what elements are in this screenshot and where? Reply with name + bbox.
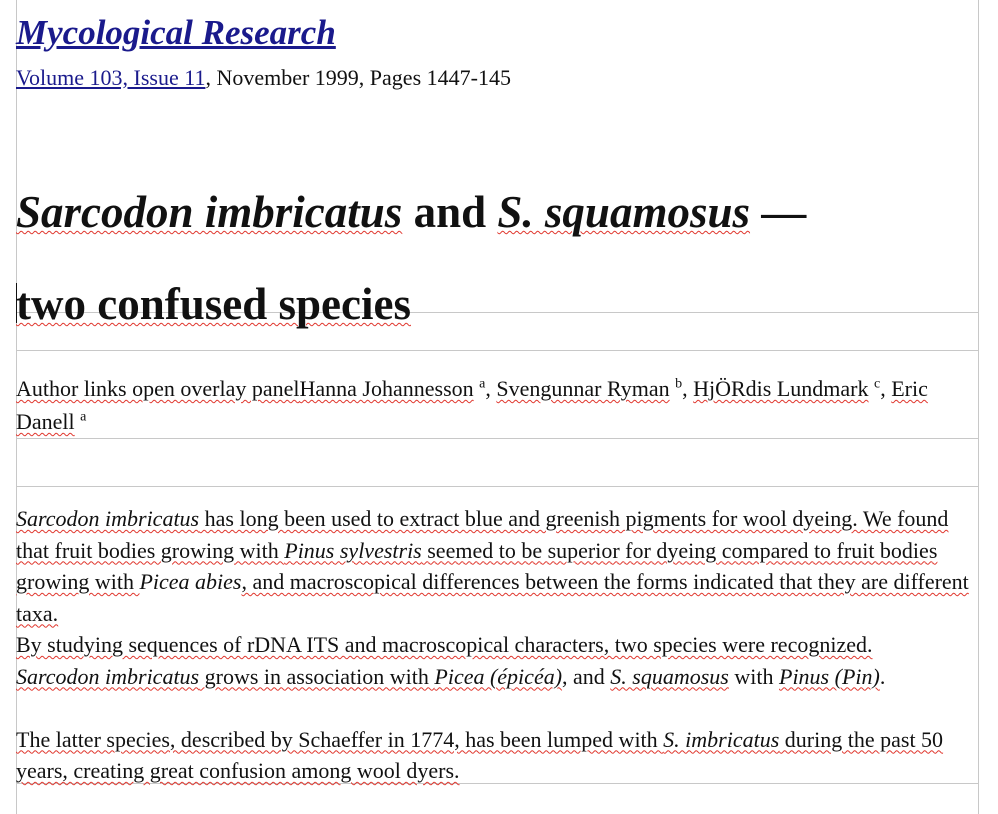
abstract-text: , and macroscopical differences between the forms indicated that they are different taxa. bbox=[16, 569, 969, 626]
title-line-1 bbox=[16, 166, 978, 258]
abstract-text: grows in association with bbox=[199, 663, 435, 689]
species-name: Pinus (Pin) bbox=[779, 663, 880, 689]
volume-issue-link[interactable]: Volume 103, Issue 11 bbox=[16, 65, 206, 90]
abstract-text: , and bbox=[562, 663, 611, 689]
author-separator: , bbox=[682, 376, 694, 401]
author-name[interactable]: Svengunnar Ryman bbox=[496, 376, 670, 401]
abstract bbox=[16, 503, 978, 787]
author-name[interactable]: HjÖRdis Lundmark bbox=[693, 376, 869, 401]
species-name: Sarcodon imbricatus bbox=[16, 663, 200, 689]
table-border-right bbox=[978, 0, 979, 814]
abstract-text: . bbox=[879, 663, 886, 689]
affiliation-marker[interactable]: a bbox=[80, 409, 87, 425]
affiliation-marker[interactable]: a bbox=[479, 376, 486, 392]
abstract-paragraph-1 bbox=[16, 503, 978, 629]
paragraph-gap bbox=[16, 692, 978, 724]
abstract-paragraph-2 bbox=[16, 629, 978, 692]
author-name[interactable]: Hanna Johannesson bbox=[299, 376, 474, 401]
abstract-text: The latter species, described by Schaeffer in 1774, has been lumped with bbox=[16, 726, 664, 752]
title-species-1: Sarcodon imbricatus bbox=[16, 187, 403, 237]
species-name: Picea abies bbox=[139, 569, 242, 594]
journal-title bbox=[16, 12, 978, 54]
table-row-divider bbox=[16, 438, 978, 439]
abstract-text: By studying sequences of rDNA ITS and macroscopical characters, two species were recognized. bbox=[16, 632, 873, 657]
author-separator: , bbox=[485, 376, 497, 401]
affiliation-marker[interactable]: b bbox=[675, 376, 683, 392]
abstract-text: during the past 50 years, creating great confusion among wool dyers. bbox=[16, 726, 944, 783]
species-name: Sarcodon imbricatus bbox=[16, 506, 200, 531]
species-name: S. squamosus bbox=[610, 663, 729, 689]
abstract-text: has long been used to extract blue and greenish pigments for wool dyeing. We found that fruit bodies growing with bbox=[16, 506, 949, 563]
title-text: and bbox=[402, 187, 498, 237]
title-dash: — bbox=[750, 187, 807, 237]
author-name[interactable]: Eric Danell bbox=[16, 376, 928, 434]
citation-details: , November 1999, Pages 1447-145 bbox=[205, 65, 511, 90]
journal-link[interactable]: Mycological Research bbox=[16, 13, 336, 52]
title-species-2: S. squamosus bbox=[497, 187, 751, 237]
citation-line bbox=[16, 64, 978, 92]
abstract-text: with bbox=[728, 663, 779, 689]
species-name: Pinus sylvestris bbox=[284, 537, 422, 563]
abstract-paragraph-3 bbox=[16, 724, 978, 787]
title-line-2 bbox=[16, 258, 978, 350]
affiliation-marker[interactable]: c bbox=[874, 376, 881, 392]
author-links-label[interactable]: Author links open overlay panel bbox=[16, 376, 300, 401]
title-subtitle: two confused species bbox=[16, 279, 411, 329]
table-row-divider bbox=[16, 486, 978, 487]
author-separator: , bbox=[880, 376, 892, 401]
abstract-text: seemed to be superior for dyeing compared to fruit bodies growing with bbox=[16, 537, 938, 594]
article-title bbox=[16, 166, 978, 350]
species-name: S. imbricatus bbox=[663, 726, 780, 752]
author-list bbox=[16, 372, 978, 438]
table-row-divider bbox=[16, 350, 978, 351]
species-name: Picea (épicéa) bbox=[434, 663, 563, 689]
